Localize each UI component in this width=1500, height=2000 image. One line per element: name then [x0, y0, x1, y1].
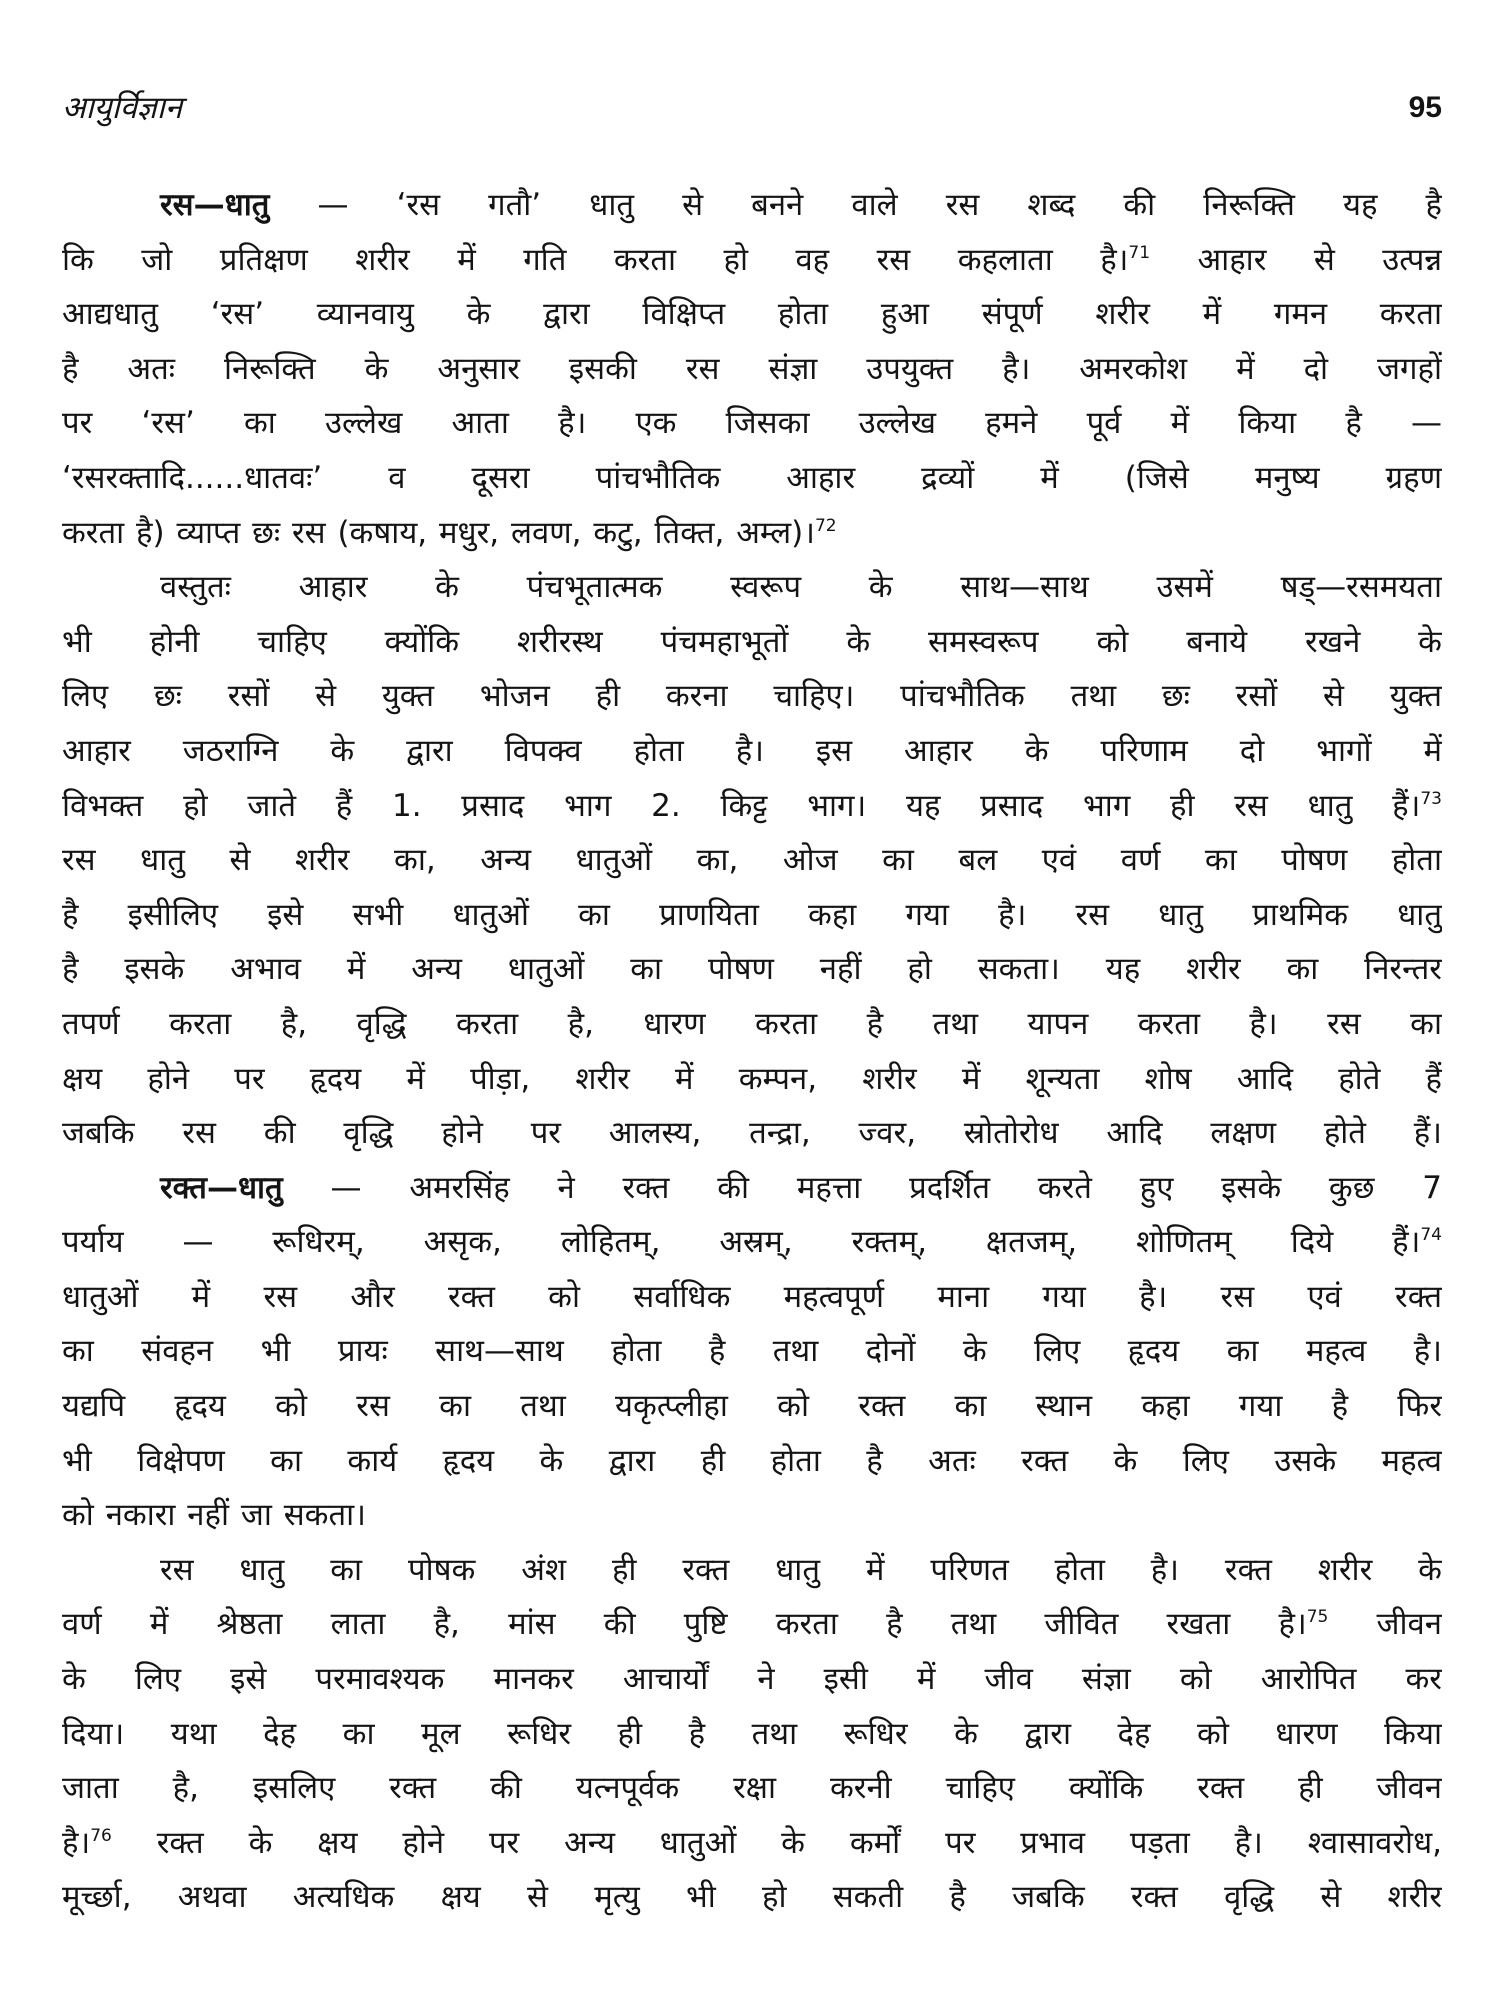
paragraph-ras-dhatu [62, 178, 1442, 560]
text-line: पर्याय — रूधिरम्, असृक, लोहितम्, अस्रम्, रक्तम्, क्षतजम्, शोणितम् दिये हैं।$^{74}$ [62, 1224, 1442, 1261]
text-line: का संवहन भी प्रायः साथ—साथ होता है तथा दोनों के लिए हृदय का महत्व है। [62, 1333, 1442, 1370]
footnote-ref: 75 [1306, 1607, 1329, 1628]
text-line: आहार जठराग्नि के द्वारा विपक्व होता है। इस आहार के परिणाम दो भागों में [62, 732, 1442, 769]
text-line: मूर्च्छा, अथवा अत्यधिक क्षय से मृत्यु भी हो सकती है जबकि रक्त वृद्धि से शरीर [62, 1879, 1442, 1916]
text-line: है अतः निरूक्ति के अनुसार इसकी रस संज्ञा उपयुक्त है। अमरकोश में दो जगहों [62, 350, 1442, 387]
paragraph-rakt-poshan [62, 1543, 1442, 1925]
running-title: आयुर्विज्ञान [62, 90, 183, 126]
text-line: के लिए इसे परमावश्यक मानकर आचार्यों ने इसी में जीव संज्ञा को आरोपित कर [62, 1661, 1442, 1698]
page-number: 95 [1408, 91, 1442, 124]
paragraph-rakt-dhatu [62, 1161, 1442, 1543]
term-heading: रस—धातु [160, 187, 270, 223]
text-line: वस्तुतः आहार के पंचभूतात्मक स्वरूप के साथ—साथ उसमें षड्—रसमयता [160, 569, 1442, 606]
text-line: लिए छः रसों से युक्त भोजन ही करना चाहिए। पांचभौतिक तथा छः रसों से युक्त [62, 678, 1442, 715]
text-line: है।$^{76}$ रक्त के क्षय होने पर अन्य धातुओं के कर्मों पर प्रभाव पड़ता है। श्वासावरोध, [62, 1824, 1442, 1861]
text-line: जबकि रस की वृद्धि होने पर आलस्य, तन्द्रा, ज्वर, स्रोतोरोध आदि लक्षण होते हैं। [62, 1115, 1442, 1152]
book-page [62, 0, 1442, 2000]
footnote-ref: 73 [1420, 788, 1442, 809]
text-line: है इसीलिए इसे सभी धातुओं का प्राणयिता कहा गया है। रस धातु प्राथमिक धातु [62, 896, 1442, 933]
text-line: यद्यपि हृदय को रस का तथा यकृत्प्लीहा को रक्त का स्थान कहा गया है फिर [62, 1388, 1442, 1425]
text-line: करता है) व्याप्त छः रस (कषाय, मधुर, लवण, कटु, तिक्त, अम्ल)।$^{72}$ [62, 514, 837, 551]
text-line: को नकारा नहीं जा सकता। [62, 1497, 366, 1534]
text-line: वर्ण में श्रेष्ठता लाता है, मांस की पुष्टि करता है तथा जीवित रखता है।$^{75}$ जीवन [62, 1606, 1442, 1643]
text-line: रस—धातु — ‘रस गतौ’ धातु से बनने वाले रस शब्द की निरूक्ति यह है [160, 187, 1442, 223]
footnote-ref: 72 [814, 515, 837, 536]
term-heading: रक्त—धातु [160, 1169, 283, 1206]
text-line: दिया। यथा देह का मूल रूधिर ही है तथा रूधिर के द्वारा देह को धारण किया [62, 1715, 1442, 1752]
footnote-ref: 71 [1128, 242, 1151, 263]
text-line: तपर्ण करता है, वृद्धि करता है, धारण करता है तथा यापन करता है। रस का [62, 1005, 1442, 1042]
footnote-ref: 74 [1420, 1225, 1442, 1246]
text-line: रस धातु से शरीर का, अन्य धातुओं का, ओज का बल एवं वर्ण का पोषण होता [62, 842, 1442, 879]
body-text [62, 178, 1442, 1925]
text-line: धातुओं में रस और रक्त को सर्वाधिक महत्वपूर्ण माना गया है। रस एवं रक्त [62, 1278, 1442, 1315]
text-line: क्षय होने पर हृदय में पीड़ा, शरीर में कम्पन, शरीर में शून्यता शोष आदि होते हैं [62, 1060, 1442, 1097]
text-line: भी विक्षेपण का कार्य हृदय के द्वारा ही होता है अतः रक्त के लिए उसके महत्व [62, 1442, 1442, 1479]
text-line: है इसके अभाव में अन्य धातुओं का पोषण नहीं हो सकता। यह शरीर का निरन्तर [62, 951, 1442, 988]
text-line: जाता है, इसलिए रक्त की यत्नपूर्वक रक्षा करनी चाहिए क्योंकि रक्त ही जीवन [62, 1770, 1442, 1807]
text-line: ‘रसरक्तादि......धातवः’ व दूसरा पांचभौतिक आहार द्रव्यों में (जिसे मनुष्य ग्रहण [62, 459, 1442, 496]
text-line: रस धातु का पोषक अंश ही रक्त धातु में परिणत होता है। रक्त शरीर के [160, 1551, 1442, 1588]
text-line: रक्त—धातु — अमरसिंह ने रक्त की महत्ता प्रदर्शित करते हुए इसके कुछ 7 [160, 1169, 1442, 1206]
page-header [62, 88, 1442, 128]
text-line: पर ‘रस’ का उल्लेख आता है। एक जिसका उल्लेख हमने पूर्व में किया है — [62, 405, 1442, 442]
text-line: आद्यधातु ‘रस’ व्यानवायु के द्वारा विक्षिप्त होता हुआ संपूर्ण शरीर में गमन करता [62, 296, 1442, 333]
text-line: विभक्त हो जाते हैं 1. प्रसाद भाग 2. किट्ट भाग। यह प्रसाद भाग ही रस धातु हैं।$^{73}$ [62, 787, 1442, 824]
paragraph-aahaar [62, 560, 1442, 1161]
text-line: भी होनी चाहिए क्योंकि शरीरस्थ पंचमहाभूतों के समस्वरूप को बनाये रखने के [62, 623, 1442, 660]
footnote-ref: 76 [90, 1825, 112, 1846]
text-line: कि जो प्रतिक्षण शरीर में गति करता हो वह रस कहलाता है।$^{71}$ आहार से उत्पन्न [62, 241, 1442, 278]
